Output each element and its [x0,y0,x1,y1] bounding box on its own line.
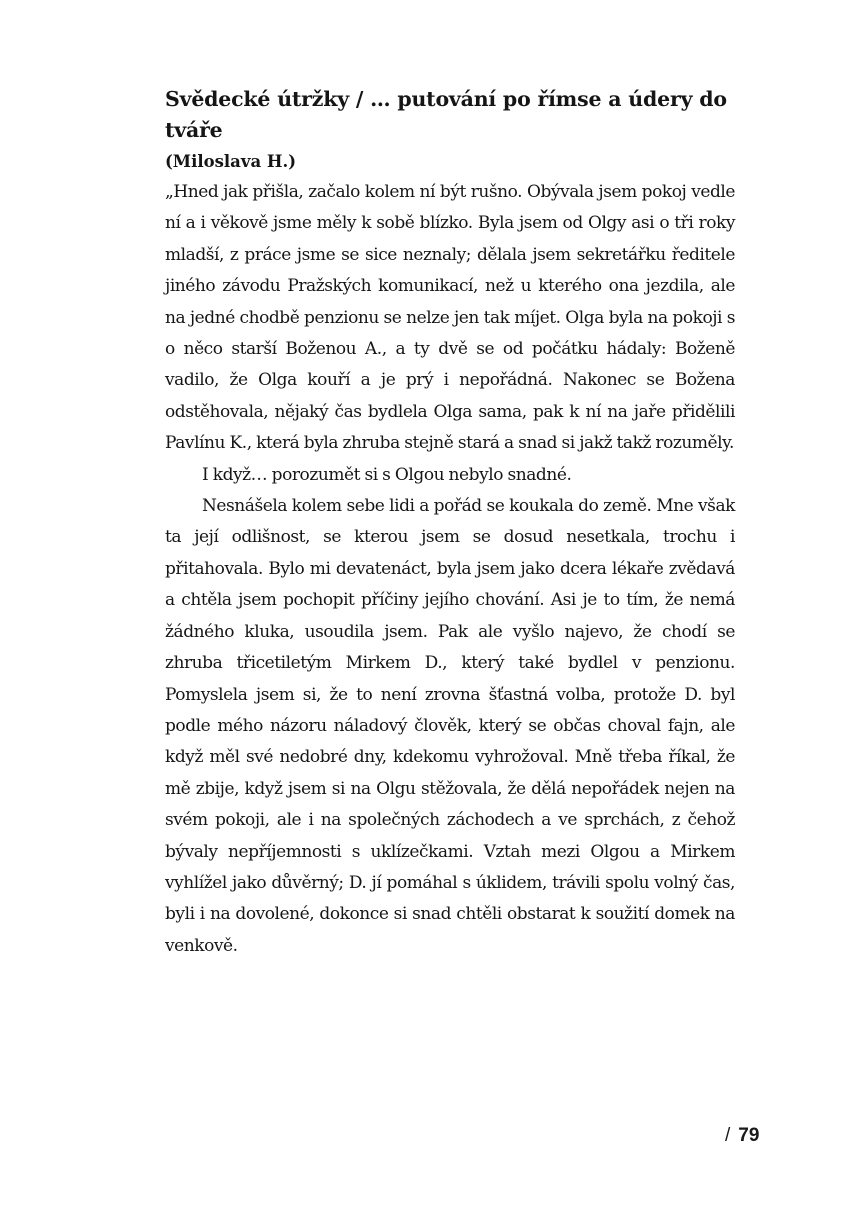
chapter-title: Svědecké útržky / … putování po římse a údery do tváře [165,87,727,142]
paragraph-1: „Hned jak přišla, začalo kolem ní být rušno. Obývala jsem pokoj vedle ní a i věkově jsme měly k sobě blízko. Byla jsem od Olgy asi o tři roky mladší, z práce jsme se sice neznaly; dělala jsem sekretářku ředitele jiného závodu Pražských komunikací, než u kterého ona jezdila, ale na jedné chodbě penzionu se nelze jen tak míjet. Olga byla na pokoji s o něco starší Boženou A., a ty dvě se od počátku hádaly: Boženě vadilo, že Olga kouří a je prý i nepořádná. Nakonec se Božena odstěhovala, nějaký čas bydlela Olga sama, pak k ní na jaře přidělili Pavlínu K., která byla zhruba stejně stará a snad si jakž takž rozuměly. [165,182,735,454]
page-footer [725,1122,759,1150]
page-number-separator: / [725,1125,731,1146]
page-content [165,84,735,962]
paragraph-3: Nesnášela kolem sebe lidi a pořád se koukala do země. Mne však ta její odlišnost, se kterou jsem se dosud nesetkala, trochu i přitahovala. Bylo mi devatenáct, byla jsem jako dcera lékaře zvědavá a chtěla jsem pochopit příčiny jejího chování. Asi je to tím, že nemá žádného kluka, usoudila jsem. Pak ale vyšlo najevo, že chodí se zhruba třicetiletým Mirkem D., který také bydlel v penzionu. Pomyslela jsem si, že to není zrovna šťastná volba, protože D. byl podle mého názoru náladový člověk, který se občas choval fajn, ale když měl své nedobré dny, kdekomu vyhrožoval. Mně třeba říkal, že mě zbije, když jsem si na Olgu stěžovala, že dělá nepořádek nejen na svém pokoji, ale i na společných záchodech a ve sprchách, z čehož bývaly nepříjemnosti s uklízečkami. Vztah mezi Olgou a Mirkem vyhlížel jako důvěrný; D. jí pomáhal s úklidem, trávili spolu volný čas, byli i na dovolené, dokonce si snad chtěli obstarat k soužití domek na venkově. [165,496,735,956]
paragraph-2: I když… porozumět si s Olgou nebylo snadné. [202,464,572,485]
page-number: 79 [738,1125,760,1146]
witness-name: (Miloslava H.) [165,152,297,171]
